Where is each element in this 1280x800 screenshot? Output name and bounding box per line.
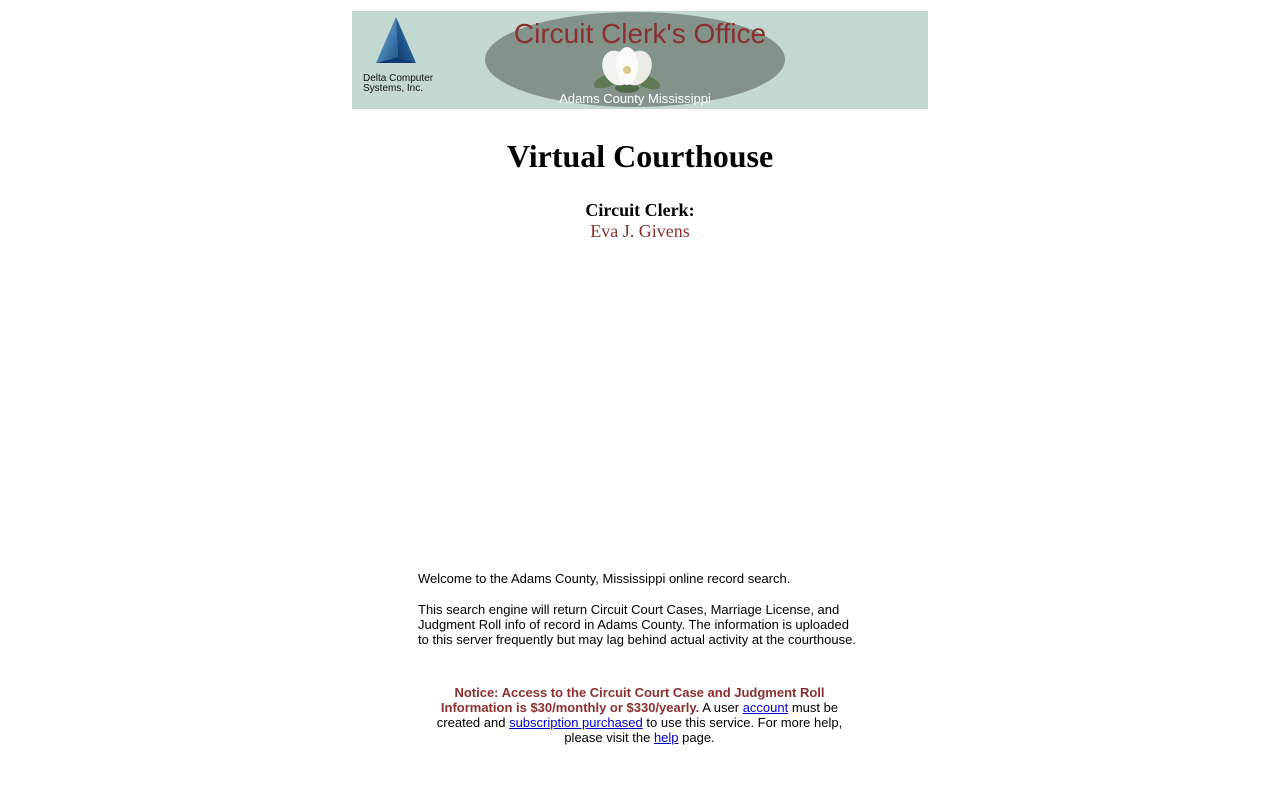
intro-content (418, 571, 863, 647)
pyramid-icon (374, 17, 418, 67)
notice-text-2: must be created and (436, 700, 839, 730)
clerk-label: Circuit Clerk: (585, 200, 695, 220)
notice-text-4: page. (678, 730, 715, 745)
office-title: Circuit Clerk's Office (513, 18, 767, 49)
page-title: Virtual Courthouse (506, 138, 774, 174)
welcome-text: Welcome to the Adams County, Mississippi online record search. (418, 571, 791, 586)
notice-strong-text: Notice: Access to the Circuit Court Case and Judgment Roll Information is $30/monthly or $330/yearly. (440, 685, 825, 715)
clerk-name: Eva J. Givens (590, 221, 690, 241)
subscription-link[interactable]: subscription purchased (509, 715, 643, 730)
notice-block (418, 685, 861, 745)
notice-text-1: A user (699, 700, 743, 715)
notice-text-3: to use this service. For more help, please visit the (564, 715, 843, 745)
delta-logo (362, 17, 442, 105)
header-banner (352, 11, 928, 109)
description-text: This search engine will return Circuit Court Cases, Marriage License, and Judgment Roll info of record in Adams County. The information is uploaded to this server frequently but may lag behind actual activity at the courthouse. (418, 602, 856, 647)
company-name: Delta Computer Systems, Inc. (363, 73, 434, 94)
county-label: Adams County Mississippi (559, 91, 711, 106)
help-link[interactable]: help (653, 730, 679, 745)
account-link[interactable]: account (742, 700, 789, 715)
